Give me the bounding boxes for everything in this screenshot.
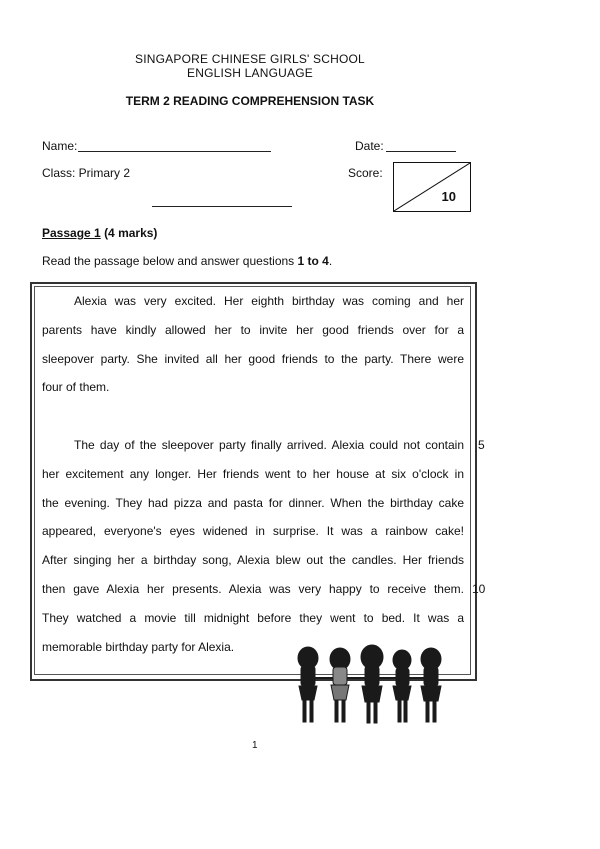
girls-holding-hands-illustration <box>290 644 450 728</box>
name-line <box>78 151 271 152</box>
instruction-end: . <box>328 254 333 268</box>
passage-line: memorable birthday party for Alexia. <box>42 639 235 654</box>
passage-title <box>42 226 157 240</box>
page-number: 1 <box>252 740 258 751</box>
subject-name: ENGLISH LANGUAGE <box>187 66 313 80</box>
passage-line: The day of the sleepover party finally arrived. Alexia could not contain <box>74 438 464 452</box>
date-label: Date: <box>355 139 384 153</box>
passage-line: appeared, everyone's eyes widened in surprise. It was a rainbow cake! <box>42 524 464 539</box>
score-total: 10 <box>441 189 456 204</box>
score-diagonal <box>394 163 470 211</box>
passage-line: After singing her a birthday song, Alexia blew out the candles. Her friends <box>42 553 464 568</box>
passage-line: then gave Alexia her presents. Alexia was very happy to receive them. <box>42 581 464 596</box>
score-box <box>393 162 471 212</box>
blank-line <box>152 206 292 207</box>
line-number-10: 10 <box>472 582 486 596</box>
class-label: Class: Primary 2 <box>42 166 131 180</box>
score-label: Score: <box>348 166 383 180</box>
date-line <box>386 151 456 152</box>
line-number-5: 5 <box>478 438 485 452</box>
passage-line: Alexia was very excited. Her eighth birthday was coming and her <box>74 294 464 308</box>
passage-line: They watched a movie till midnight before they went to bed. It was a <box>42 610 464 625</box>
passage-line: parents have kindly allowed her to invite her good friends over for a <box>42 322 464 337</box>
school-name: SINGAPORE CHINESE GIRLS' SCHOOL <box>135 52 365 66</box>
name-label: Name: <box>42 139 78 153</box>
paragraph-2 <box>42 431 464 661</box>
passage-marks: (4 marks) <box>104 226 158 240</box>
passage-line: the evening. They had pizza and pasta for dinner. When the birthday cake <box>42 495 464 510</box>
passage-line: sleepover party. She invited all her good friends to the party. There were <box>42 351 464 366</box>
paragraph-1 <box>42 287 464 402</box>
passage-line: four of them. <box>42 380 110 395</box>
instruction-text: Read the passage below and answer questions <box>42 254 298 268</box>
instruction-questions: 1 to 4 <box>297 254 329 268</box>
task-title: TERM 2 READING COMPREHENSION TASK <box>125 94 375 108</box>
passage-name: Passage 1 <box>42 226 101 240</box>
instruction <box>42 254 332 268</box>
passage-line: her excitement any longer. Her friends went to her house at six o'clock in <box>42 466 464 481</box>
